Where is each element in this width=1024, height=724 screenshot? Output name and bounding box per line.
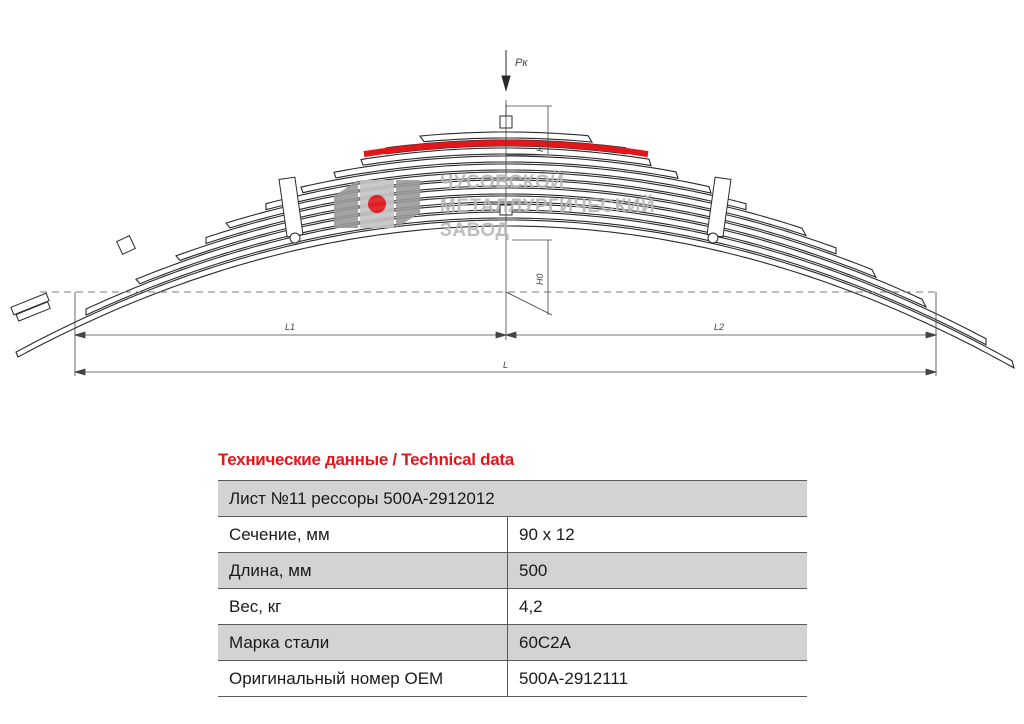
table-row xyxy=(218,661,807,697)
technical-data-table xyxy=(218,480,807,697)
section-title: Технические данные / Technical data xyxy=(218,450,514,469)
row-value: 500 xyxy=(508,553,808,589)
row-label: Марка стали xyxy=(218,625,508,661)
table-header: Лист №11 рессоры 500А-2912012 xyxy=(218,481,807,517)
left-spring-end xyxy=(11,293,50,321)
row-value: 60С2А xyxy=(508,625,808,661)
logo-line-3: ЗАВОД xyxy=(440,220,510,241)
dimension-h0 xyxy=(506,240,552,315)
row-value: 4,2 xyxy=(508,589,808,625)
dimension-h-label: H xyxy=(535,145,545,152)
dimension-h0-label: H0 xyxy=(535,273,545,285)
row-label: Сечение, мм xyxy=(218,517,508,553)
table-row xyxy=(218,625,807,661)
left-small-clamp xyxy=(117,236,136,255)
row-value: 90 x 12 xyxy=(508,517,808,553)
dimension-l-label: L xyxy=(503,360,509,370)
table-row xyxy=(218,517,807,553)
spring-leaf xyxy=(16,220,1014,368)
load-arrow xyxy=(502,50,510,90)
logo-line-1: ЧУСОВСКОЙ xyxy=(440,172,565,193)
row-label: Оригинальный номер OEM xyxy=(218,661,508,697)
load-label: Pк xyxy=(515,57,528,69)
row-value: 500А-2912111 xyxy=(508,661,808,697)
table-header-row xyxy=(218,481,807,517)
table-row xyxy=(218,553,807,589)
table-row xyxy=(218,589,807,625)
dimension-l1-label: L1 xyxy=(285,322,296,332)
logo-line-2: МЕТАЛЛУРГИЧЕСКИЙ xyxy=(440,196,656,217)
row-label: Длина, мм xyxy=(218,553,508,589)
dimension-l2-label: L2 xyxy=(714,322,725,332)
row-label: Вес, кг xyxy=(218,589,508,625)
